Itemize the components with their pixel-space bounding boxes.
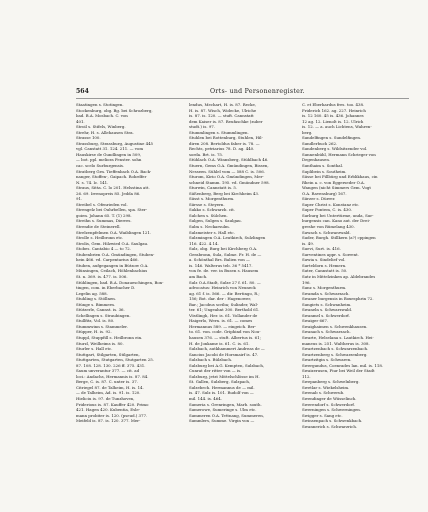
register-entry: Sürsse s. Steyern. [189,201,225,207]
register-entry: Sumeria s. Grenringen, Marb. south. [189,401,262,407]
register-entry: Swaner burgensis in Boxesphrin 72. [302,296,374,302]
register-column-left [76,102,183,429]
register-entry: 156; Bot. dar. der : Hagenower, [189,296,252,302]
register-entry: studt.) is. 97. [189,124,216,130]
register-entry: Hermannus 589. — eingeich. Ber- [189,323,256,329]
register-entry: Sunnenbühl, Hermann Schrieger von [302,151,376,157]
register-entry: Swartzitgin s. Schwaren. [302,357,352,363]
register-entry: is. 12 160. 45 is. 436. Johannes [302,113,364,119]
register-entry: is. 49. [302,240,314,246]
register-entry: Sutz in Mittelzinken ap. Aldebrandes [302,273,376,279]
register-entry: Super Pontem, C. is. 430. [302,207,353,213]
register-entry: Gerabronn, Sula, Sulme. Fr. H. de — [189,251,262,257]
register-entry: Streibel s. Ofenrieden vol. [76,201,128,207]
register-entry: Sungiets s. Schwanheim. [302,301,352,307]
register-entry: Swanmel s. Schwerdorf. [302,312,350,318]
register-entry: Summlers, Summe. Virgin von — [189,418,255,424]
register-entry: Stuben, aufgegangen in Bützow O.A. [76,262,149,268]
register-entry: Süsst s. Morgenthurm. [189,196,235,202]
register-entry: Stuttgart, Stilgarten, Stilgarten, [76,351,140,357]
register-entry: Strolle s. Heilbronn etc. [76,235,124,241]
register-entry: Strolis, Gem. Hilzwied O.A. Saulgau. [76,240,149,246]
register-entry: 26. 69. Irrenopreis 85. Jedda 86. [76,190,141,196]
register-entry: Sulzmeister s. Hall etc. [189,229,235,235]
register-entry: Sukko s. Schwarzb. cit. [189,207,236,213]
register-entry: Strassburg, Strassburg, Augustine 445 [76,140,154,146]
register-entry: Swarte, Helselana s. Lautkirch. Hei- [302,334,374,340]
page-header [76,88,409,99]
register-entry: Sulzbach s. Bülzbach. [189,357,233,363]
register-entry: Sulzebech. Hermannus de — mil. [189,384,255,390]
register-entry: loci.: Andachs, Hermannis is. 87. 84. [76,373,149,379]
register-entry: Swenab s. Schwerub. [302,390,345,396]
register-entry: Stubenbrien O.A. Gmündingen, Stuben- [76,251,155,257]
register-entry: Stullfitz, Vol. is. 80. [76,318,115,324]
register-column-middle [189,102,296,429]
register-entry: H. de Jonkame is. 61. C. is. 61. [189,340,250,346]
register-entry: Stuhlen bei Rottenburg, Stuhlen, Hil- [189,135,263,141]
register-entry: C. et Eberhardus fres. too. 438. [302,102,365,107]
register-entry: Surteldorn s. Hemern. [302,262,347,268]
register-entry: Sulz, obg. Burg bei Kirchberg O.A. [189,246,258,252]
register-entry: Staatingen s. Stotingen. [76,102,124,107]
register-entry: schneid Stamm. 195. vd. Gmündner 598. [189,179,270,185]
register-entry: Stünge s. Bimmern. [76,301,116,307]
register-entry: Swerendorf s. Schwerdorf. [302,401,355,407]
register-entry: Wangen (nicht Simmers Gem. Vogt [302,185,371,191]
register-entry: Stummwinn s. Stammeler. [76,323,128,329]
register-entry: Suder, Burgh. Stillkern (a?) cppingen [302,235,376,241]
register-entry: diren 208. Bertoldus faber is. 78. — [189,140,260,146]
register-entry: Süsse bei Fillbürg und Erblikhaus, cin [302,174,378,180]
register-entry: Strelzenpfelmen O.A. Waiblingen 121. [76,229,152,235]
register-entry: Stummlingen s. Stummlingen. [189,129,249,135]
register-entry: Swaighaimen s. Schwenkhausen. [302,323,368,329]
register-entry: is. 87. is. 120. — stuft. Cannstatt [189,113,254,119]
register-entry: St. n. 369. is. 477. is. 506. [76,273,128,279]
register-entry: Degenhausen. [302,157,331,163]
register-entry: Schellingen s. Straubingen. [76,312,131,318]
register-entry: Swetlar s. Wiekelsheim. [302,384,350,390]
register-entry: Swartzenbach s. Schwarzenbach. [302,346,369,352]
register-entry: Strehr, H. s. Allehausen Stra. [76,129,134,135]
register-entry: Cunrat der ritter von — is. [189,368,242,374]
register-entry: Friderich 162. ag. 227. Heinrich [302,107,366,113]
register-entry: a. Schönthal Brs. Balien von — [189,257,250,263]
register-columns [76,102,409,429]
register-entry: Suevi, Surt. is. 416. [302,246,341,252]
register-entry: ter. 61; Ungeahnt 300. Berthold 61. [189,307,260,313]
register-entry: hausen 376. — stuft. Albertus is. 61; [189,334,261,340]
register-entry: Swamda s. Schwarzach. [302,290,350,296]
register-entry: greshe von Rümelang 430. [302,224,355,230]
register-entry: Legelin ag. 588. [76,290,108,296]
register-entry: Sturler s. Hall etc. [76,346,113,352]
register-entry: 196. [302,279,311,285]
register-entry: Meifeld is. 87. is. 120. 377. Mer- [76,418,141,424]
register-entry: Strengelz bei Ouhrbellen, spa. Ster- [76,207,148,213]
register-entry: Swaizerusen, Fiur bei Weil der Stadt [302,368,375,374]
register-entry: Sulm s. Neckarsulm. [189,224,230,230]
register-entry: Rechts, petriarius 78. D. ag. 440. [189,146,255,152]
register-entry: Sürzer s. Dürrer. [302,196,336,202]
register-entry: am Bach. [189,273,208,279]
register-entry: Sundenberg s. Wildsitzender vol. [302,146,368,152]
register-entry: Strendie de Steinerell. [76,224,121,230]
register-entry: mil. 144. is. 464. [189,395,222,401]
register-entry: burgensis can. Kano aut. der Drei- [302,218,371,224]
register-entry: 116. 422. 4.14. [189,240,219,246]
register-entry: Sulzbach, autkhammert Andreas de — [189,346,265,352]
register-entry: Stobes. Cantabio 4 — to 72. [76,246,132,252]
register-entry: mann probiter is. 120. (pseud.) 377. [76,412,148,418]
register-entry: Stühlach O.A. Winnsberg, Stühlbach 46. [189,157,269,163]
register-entry: Stroil s. Stifels, Winberg. [76,124,126,130]
register-entry: berg. [302,129,313,135]
register-column-right [302,102,409,429]
register-entry: Straus, Sitta. C. lo 201. Helsstina att. [76,185,150,191]
register-entry: advocatus: Heinrich von Neuneck [189,285,256,291]
register-entry: Stüpper, H. is. 92. [76,329,112,335]
register-entry: 87. 108. 128. 130. 226 ff. 375. 431. [76,362,146,368]
register-entry: Stühlingen, bad. B.A. Donaueschingen, Bon- [76,279,164,285]
register-entry: Swannerich s. Schwarzrich. [302,423,358,429]
register-entry: Surventines appr. s. Sorrent. [302,251,359,257]
register-entry: is. 146. Walterus teb. 36 * 5417. [189,262,253,268]
register-entry: Suter, Cannstatt is. 50. [302,268,348,274]
register-entry: Swepanberg s. Schwelnberg. [302,379,360,385]
register-entry: is. 12. — a. auch Lichtens, Wahren- [302,124,372,130]
register-entry: maneus is. 251. Waltherus is. 308. [302,340,370,346]
register-entry: goien. Johann 65. T. (1) 298. [76,212,132,218]
register-entry: Vöstlingh, Her. is. 61. Vollander de [189,312,258,318]
register-entry: Süßenberg, Berg bei Kirchheim 43. [189,190,260,196]
register-entry: Berge, C. is. 87. C. unter is. 37. [76,379,138,385]
register-entry: 401. [76,118,85,124]
register-entry: Swendinger de Wüsselinch. [302,395,357,401]
register-entry: Strasse 100. [76,135,101,141]
register-entry: O.A. Ravensburg) 167. [302,190,347,196]
register-entry: Sturom, Kirio O.A. Gmündingen, Mer- [189,174,264,180]
register-entry: 421. Hagen 420. Kubentia, Esle- [76,407,140,413]
register-entry: Swigger s. Sang etc. [302,412,343,418]
register-entry: St. Gallen, Sulzberg, Sulzpach, [189,379,251,385]
register-entry: Surburg bei Untertürme, unda, Sur- [302,212,374,218]
register-entry: Rhein a. c. von Eggerseder O.A. [302,179,365,185]
register-entry: Saum unverantur 377. — cit. ad [76,368,140,374]
register-entry: Hieliciu is. 97. de Tunzhoven, [76,395,135,401]
page-number: 564 [76,88,89,95]
register-entry: Sulzburg bei A.G. Kempten, Sulzbach, [189,362,265,368]
register-entry: — bot. ppl. meliora Fenster. sohn [76,157,142,163]
register-entry: Citriegel 87. de Talheim, H. is. 14. [76,384,144,390]
register-entry: Summeren O.A. Tettnang, Summeren, [189,412,265,418]
register-entry: Suwia s. Sindelief vol. [302,257,346,263]
register-entry: Swaneln s. Schwarzwald. [302,307,353,313]
register-entry: Sturzl, Weilheims is. 80. [76,340,124,346]
register-entry: Münsingen, Ceilach, Höhlenbachius [76,268,148,274]
register-entry: 91. [76,196,83,202]
register-entry: nanger, Stoffen-, Gaipach. Rohrdfer [76,174,147,180]
register-entry: 112. [302,373,311,379]
register-entry: Sancius Jacobi de Horsmairf is. 47. [189,351,259,357]
register-entry: Sturwin, Cannstatt is. 5. [189,185,238,191]
register-entry: Stratberg Grn. Tieffenbach O.A. Back- [76,168,152,174]
register-entry: Swanach s. Schwarzach. [302,329,351,335]
register-entry: Sundlerbuch 262. [302,140,338,146]
register-entry: Swinsenpach s. Schwenkbach. [302,418,363,424]
register-entry: — de Talheim, Ad. is. 91. is. 120. [76,390,141,396]
register-entry: Hauskirse de Gundlingen in 509, [76,151,142,157]
register-entry: H. is. 87. Wisch, Widecke, Ulriche [189,107,257,113]
register-entry: Swaiger 667. [302,318,329,324]
register-entry: Swerningen s. Schwerningen. [302,407,362,413]
register-entry: to. 61. von. code. Griphind von Nou- [189,329,261,335]
register-entry: Swartzenberg s. Schwarzenberg. [302,351,368,357]
register-entry: Sulzburg, jetzt Mittelschlösse im H. [189,373,260,379]
page-title: Orts- und Personenregister. [210,88,305,95]
register-entry: bad. B.A. Mosbach. C. von [76,113,128,119]
register-entry: ag. 61 f. is. 566. — dir. Bertingo, R.; [189,290,260,296]
register-entry: Stuern, Gems O.A. Gmündingen, Bissen, [189,163,269,169]
register-entry: sorda. Brt. is. 75. [189,151,224,157]
register-entry: Friderious is. 87. Kauffer 420. Primo [76,401,149,407]
register-entry: Stuppl, Stuppfill s. Heilbronn ein. [76,334,143,340]
register-entry: von fe. de. ver. in Busen s. Hausem [189,268,259,274]
register-entry: Nesseen. Sühlel vom — 588 C. is. 506. [189,168,265,174]
register-entry: Sundelfingen s. Sundelfingen. [302,135,362,141]
register-entry: tingen, com. in Eberbacher D. [76,285,136,291]
register-entry: vgl. Canstatt 31. 124. 211. — vom [76,146,144,152]
register-entry: Haigerlo, Wern. is. 61. — comes [189,318,253,324]
register-entry: hein 466. vd. Carpentarius 466. [76,257,139,263]
register-entry: Bar.; Jacobus scriba; Sulinder, Wal- [189,301,259,307]
register-entry: dem Kaiser is. 87. Reufaschke (zuber [189,118,263,124]
register-entry: cac. scelo Surburgensis. [76,163,125,169]
register-entry: Swergundus, Coenrades lan. mil. is. 118. [302,362,384,368]
register-entry: N. s. 74. Ic. 141. [76,179,109,185]
register-entry: Streihn s. Summas, Dierres. [76,218,132,224]
register-entry: Super Christ s. Konstanz etc. [302,201,360,207]
register-entry: Suwach s. Schwarzwald. [302,229,351,235]
register-entry: Sumerowe, Sumeringe s. Ulm etc. [189,407,257,413]
register-entry: Stützerle, Cannst. is. 36. [76,307,125,313]
register-entry: 12 ag. 12. Lienolt is. 12. Ulrich [302,118,364,124]
register-entry: Stuhling s. Stöllnen. [76,296,117,302]
register-entry: is. 47. Sulz is. 101. Rudolf von — [189,390,254,396]
register-entry: Sulchen s. Sülchen. [189,212,228,218]
register-entry: Sulz O.A.Stadt, Sulze 27 f. 61. 80. — [189,279,261,285]
register-entry: Suplibein s. Southeim. [302,168,347,174]
register-entry: Sunz s. Morgenthurm. [302,285,347,291]
register-entry: Stuttgarten, Stutgarten, Stutgarten 25. [76,357,154,363]
register-entry: lendus, Mechart, H. is. 87. Recke, [189,102,257,107]
register-entry: Stockenburg, obg. Bg. bei Schrozberg, [76,107,153,113]
register-entry: Sulgen, Sulgen s. Saulgau. [189,218,242,224]
register-entry: Sulzmingen O.A. Leutkirch, Sulzlingen [189,235,266,241]
register-entry: Sunthaim s. Sonthal. [302,163,344,169]
